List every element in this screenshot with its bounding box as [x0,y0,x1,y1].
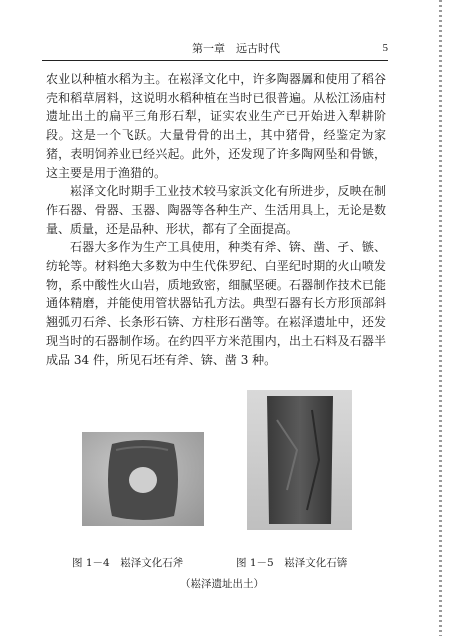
figure-caption-axe: 图 1－4 崧泽文化石斧 [72,557,184,569]
figure-caption-adze: 图 1－5 崧泽文化石锛 [236,557,348,569]
stone-axe-illustration [82,432,204,526]
paragraph-1: 农业以种植水稻为主。在崧泽文化中，许多陶器羼和使用了稻谷壳和稻草屑料，这说明水稻种植在当时已很普遍。从松江汤庙村遗址出土的扁平三角形石犁，证实农业生产已开始进入犁耕阶段。这是一个飞跃。大量骨骨的出土，其中猪骨，经鉴定为家猪，表明饲养业已经兴起。此外，还发现了许多陶网坠和骨镞，这主要是用于渔猎的。 [46,72,386,180]
stone-axe-photo [82,432,204,526]
figures-source-note: （崧泽遗址出土） [180,578,264,590]
body-text [46,70,386,369]
page-number: 5 [382,42,388,54]
scan-edge [439,0,442,636]
chapter-title: 第一章 远古时代 [192,42,280,55]
paragraph-2: 崧泽文化时期手工业技术较马家浜文化有所进步，反映在制作石器、骨器、玉器、陶器等各种生产、生活用具上，无论是数量、质量，还是品种、形状，都有了全面提高。 [46,184,386,236]
running-header [42,38,388,58]
paragraph-3: 石器大多作为生产工具使用，种类有斧、锛、凿、孑、镞、纺轮等。材料绝大多数为中生代侏罗纪、白垩纪时期的火山喷发物，系中酸性火山岩，质地致密，细腻坚硬。石器制作技术已能通体精磨，并能使用管状器钻孔方法。典型石器有长方形顶部斜翘弧刃石斧、长条形石锛、方柱形石凿等。在崧泽遗址中，还发现当时的石器制作场。在约四平方米范围内，出土石料及石器半成品 34 件，所见石坯有斧、锛、凿 3 种。 [46,240,386,367]
header-rule [42,60,388,61]
stone-adze-illustration [247,390,352,530]
stone-adze-photo [247,390,352,530]
